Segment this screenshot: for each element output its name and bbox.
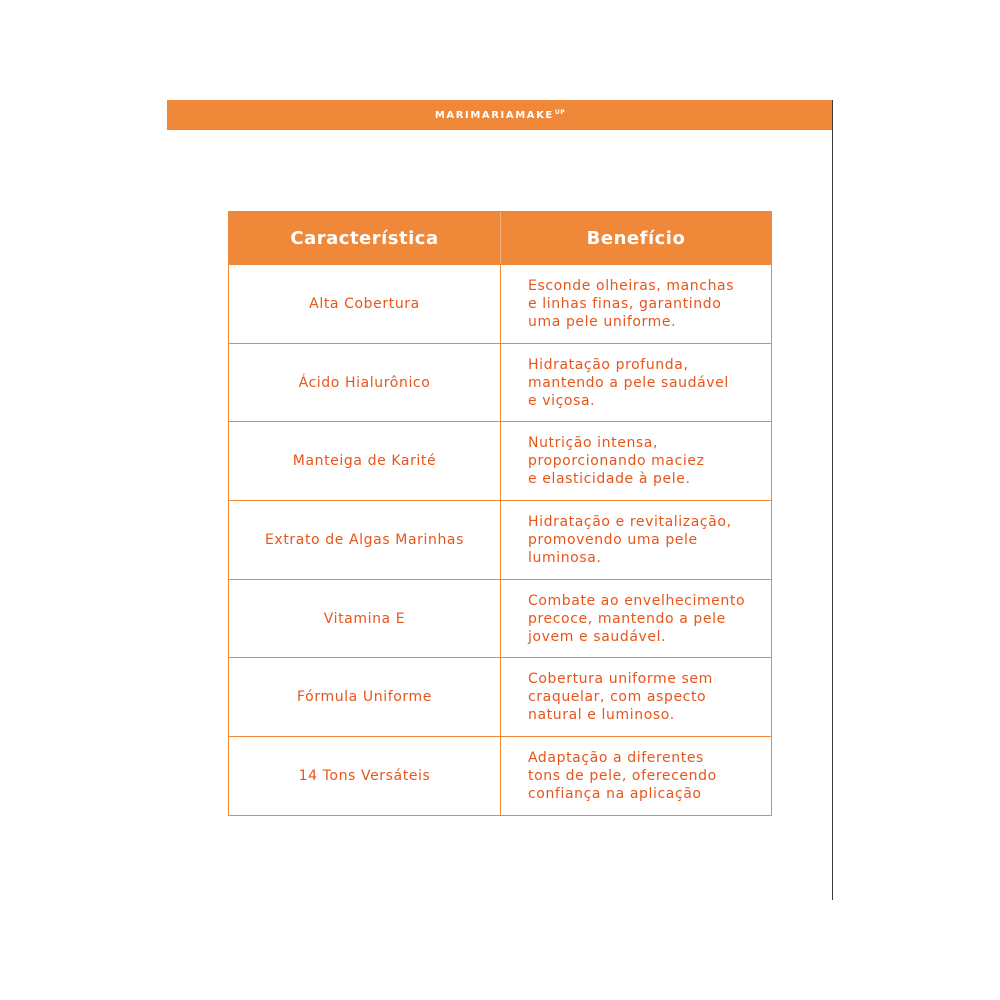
benefit-cell: Nutrição intensa, proporcionando maciez e elasticidade à pele. [500,422,771,500]
brand-name: MARIMARIAMAKE [434,109,554,121]
brand-superscript: UP [554,108,566,116]
table-row [229,264,771,343]
table-row [229,736,771,815]
benefit-cell: Hidratação e revitalização, promovendo uma pele luminosa. [500,501,771,579]
feature-cell: Extrato de Algas Marinhas [264,531,464,548]
page-edge-divider [832,100,833,900]
brand-header-bar [167,100,833,130]
benefit-cell: Cobertura uniforme sem craquelar, com aspecto natural e luminoso. [500,658,771,736]
benefit-cell: Adaptação a diferentes tons de pele, oferecendo confiança na aplicação [500,737,771,815]
table-row [229,421,771,500]
feature-cell: Alta Cobertura [309,295,420,312]
features-table [228,211,772,816]
feature-cell: 14 Tons Versáteis [298,767,431,784]
header-benefit: Benefício [500,212,771,264]
benefit-cell: Hidratação profunda, mantendo a pele saudável e viçosa. [500,344,771,422]
table-row [229,343,771,422]
benefit-cell: Esconde olheiras, manchas e linhas finas, garantindo uma pele uniforme. [500,265,771,343]
brand-logo [435,110,565,121]
feature-cell: Fórmula Uniforme [297,689,432,706]
benefit-cell: Combate ao envelhecimento precoce, mantendo a pele jovem e saudável. [500,580,771,658]
table-row [229,657,771,736]
feature-cell: Vitamina E [323,610,406,627]
table-header [229,212,771,264]
feature-cell: Manteiga de Karité [292,453,437,470]
table-row [229,500,771,579]
header-feature: Característica [290,227,439,249]
feature-cell: Ácido Hialurônico [298,374,431,391]
table-row [229,579,771,658]
